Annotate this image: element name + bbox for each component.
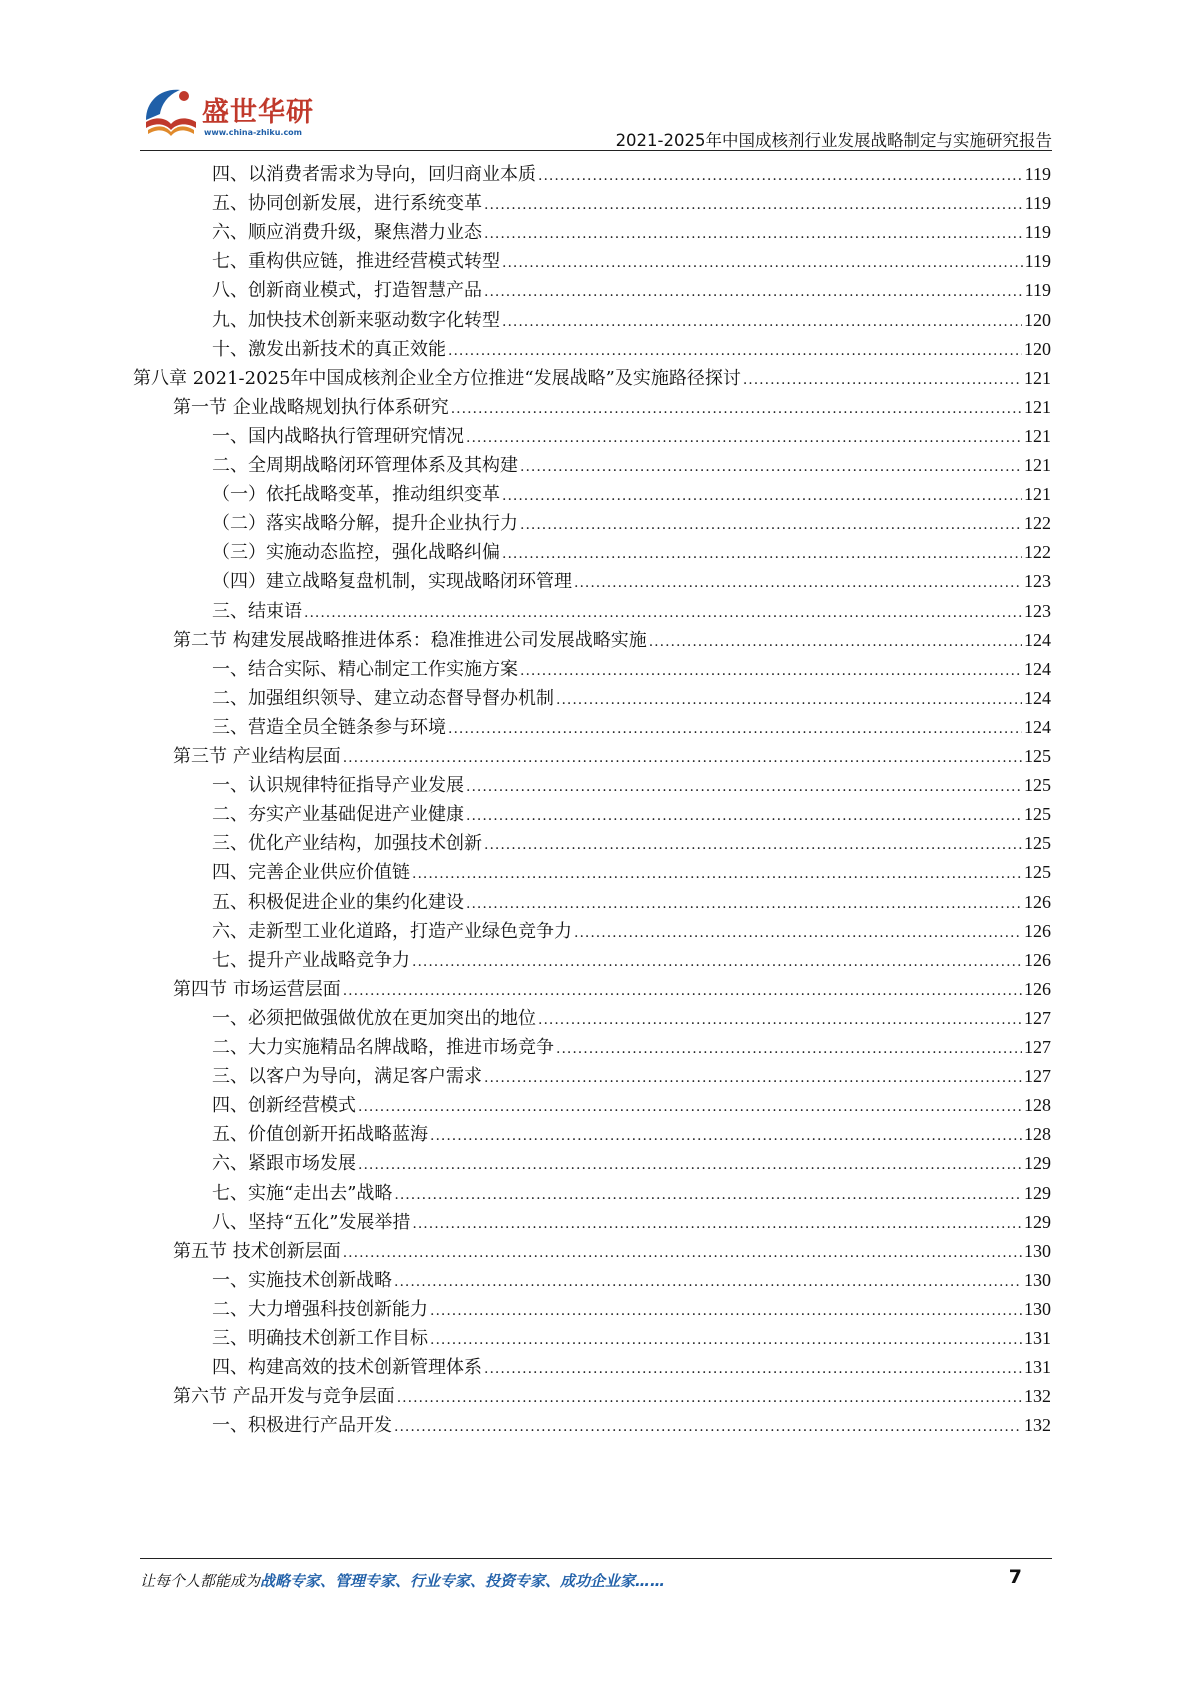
toc-dot-leader bbox=[556, 1034, 1022, 1064]
toc-entry-title: 四、构建高效的技术创新管理体系 bbox=[212, 1357, 482, 1379]
toc-dot-leader bbox=[538, 1005, 1022, 1035]
toc-entry-title: 第六节 产品开发与竞争层面 bbox=[173, 1386, 395, 1408]
logo-url: www.china-zhiku.com bbox=[204, 128, 303, 137]
toc-entry-page: 127 bbox=[1024, 1066, 1051, 1087]
toc-entry-title: 第五节 技术创新层面 bbox=[173, 1240, 341, 1262]
toc-entry[interactable] bbox=[212, 246, 1051, 276]
toc-entry-title: 一、认识规律特征指导产业发展 bbox=[212, 775, 464, 797]
toc-dot-leader bbox=[397, 1383, 1022, 1413]
toc-dot-leader bbox=[574, 918, 1022, 948]
toc-entry-page: 130 bbox=[1024, 1298, 1051, 1319]
toc-entry-page: 131 bbox=[1024, 1328, 1051, 1348]
toc-entry[interactable] bbox=[212, 566, 1051, 596]
toc-entry[interactable] bbox=[212, 305, 1051, 335]
toc-entry[interactable] bbox=[212, 799, 1051, 829]
toc-dot-leader bbox=[343, 743, 1022, 773]
toc-dot-leader bbox=[394, 1412, 1022, 1442]
toc-entry-title: 二、大力增强科技创新能力 bbox=[212, 1298, 428, 1320]
toc-entry[interactable] bbox=[212, 1207, 1051, 1237]
toc-entry-page: 125 bbox=[1024, 833, 1051, 854]
toc-dot-leader bbox=[484, 1063, 1022, 1093]
toc-dot-leader bbox=[430, 1121, 1022, 1151]
toc-entry-page: 121 bbox=[1024, 367, 1051, 388]
toc-entry[interactable] bbox=[212, 217, 1051, 247]
toc-entry-title: 六、顺应消费升级，聚焦潜力业态 bbox=[212, 222, 482, 244]
toc-dot-leader bbox=[484, 1354, 1022, 1384]
toc-entry-title: 三、优化产业结构，加强技术创新 bbox=[212, 833, 482, 855]
toc-dot-leader bbox=[484, 277, 1023, 307]
toc-entry[interactable] bbox=[212, 1178, 1051, 1208]
toc-dot-leader bbox=[448, 714, 1022, 744]
toc-entry-page: 119 bbox=[1024, 164, 1051, 184]
toc-entry-page: 132 bbox=[1024, 1386, 1051, 1407]
toc-entry[interactable] bbox=[212, 1294, 1051, 1324]
toc-entry-title: 第三节 产业结构层面 bbox=[173, 746, 341, 767]
toc-entry-title: 三、结束语 bbox=[212, 600, 302, 622]
toc-entry-title: 五、价值创新开拓战略蓝海 bbox=[212, 1124, 428, 1146]
toc-entry-page: 127 bbox=[1024, 1007, 1051, 1028]
toc-entry-page: 130 bbox=[1024, 1240, 1051, 1261]
page-header bbox=[0, 0, 1191, 160]
toc-dot-leader bbox=[520, 452, 1022, 482]
toc-entry[interactable] bbox=[173, 1236, 1051, 1266]
toc-entry-page: 126 bbox=[1024, 920, 1051, 941]
toc-dot-leader bbox=[574, 568, 1022, 598]
toc-entry-page: 130 bbox=[1024, 1269, 1051, 1290]
toc-entry-page: 124 bbox=[1024, 658, 1051, 679]
company-logo bbox=[140, 82, 315, 150]
toc-entry-page: 128 bbox=[1024, 1124, 1051, 1145]
toc-entry-page: 131 bbox=[1024, 1357, 1051, 1378]
toc-dot-leader bbox=[502, 307, 1022, 337]
toc-entry-page: 121 bbox=[1024, 484, 1051, 505]
toc-entry-page: 124 bbox=[1024, 687, 1051, 708]
toc-entry-page: 124 bbox=[1024, 629, 1051, 650]
toc-dot-leader bbox=[451, 394, 1022, 424]
toc-entry-title: 第一节 企业战略规划执行体系研究 bbox=[173, 396, 449, 418]
toc-entry[interactable] bbox=[212, 334, 1051, 364]
toc-dot-leader bbox=[466, 801, 1022, 831]
toc-entry[interactable] bbox=[212, 945, 1051, 975]
toc-dot-leader bbox=[520, 510, 1022, 540]
toc-entry[interactable] bbox=[212, 712, 1051, 742]
toc-entry[interactable] bbox=[212, 596, 1051, 626]
toc-entry-page: 129 bbox=[1024, 1182, 1051, 1203]
toc-dot-leader bbox=[448, 336, 1022, 366]
toc-entry[interactable] bbox=[212, 537, 1051, 567]
toc-entry-page: 119 bbox=[1024, 222, 1051, 243]
toc-dot-leader bbox=[412, 947, 1022, 977]
toc-dot-leader bbox=[430, 1296, 1022, 1326]
toc-dot-leader bbox=[466, 772, 1022, 802]
toc-dot-leader bbox=[466, 889, 1022, 919]
toc-entry-title: 七、提升产业战略竞争力 bbox=[212, 949, 410, 971]
toc-entry-page: 125 bbox=[1024, 746, 1051, 766]
toc-entry-page: 124 bbox=[1024, 716, 1051, 737]
toc-entry-title: 六、走新型工业化道路，打造产业绿色竞争力 bbox=[212, 920, 572, 942]
toc-entry-title: 五、积极促进企业的集约化建设 bbox=[212, 891, 464, 913]
toc-dot-leader bbox=[394, 1180, 1022, 1210]
toc-entry[interactable] bbox=[212, 450, 1051, 480]
toc-entry-title: 二、全周期战略闭环管理体系及其构建 bbox=[212, 455, 518, 476]
toc-entry[interactable] bbox=[212, 1323, 1051, 1353]
toc-dot-leader bbox=[520, 656, 1022, 686]
toc-entry[interactable] bbox=[173, 1381, 1051, 1411]
header-divider bbox=[140, 150, 1052, 151]
toc-entry-title: 五、协同创新发展，进行系统变革 bbox=[212, 193, 482, 215]
toc-entry-page: 122 bbox=[1024, 513, 1051, 534]
footer-slogan-prefix: 让每个人都能成为 bbox=[140, 1572, 261, 1590]
toc-entry[interactable] bbox=[212, 159, 1051, 189]
toc-dot-leader bbox=[502, 481, 1022, 511]
toc-entry-page: 123 bbox=[1024, 600, 1051, 621]
toc-entry[interactable] bbox=[212, 770, 1051, 800]
toc-entry[interactable] bbox=[212, 1410, 1051, 1440]
toc-entry-title: 三、以客户为导向，满足客户需求 bbox=[212, 1066, 482, 1088]
toc-entry-title: 三、营造全员全链条参与环境 bbox=[212, 716, 446, 738]
footer-slogan-highlight: 战略专家、管理专家、行业专家、投资专家、成功企业家…… bbox=[260, 1572, 666, 1590]
toc-dot-leader bbox=[502, 248, 1023, 278]
document-title: 2021-2025年中国成核剂行业发展战略制定与实施研究报告 bbox=[615, 131, 1052, 150]
toc-entry-page: 126 bbox=[1024, 891, 1051, 912]
toc-entry[interactable] bbox=[173, 741, 1051, 771]
toc-entry[interactable] bbox=[212, 188, 1051, 218]
toc-dot-leader bbox=[343, 1238, 1022, 1268]
toc-entry[interactable] bbox=[212, 1119, 1051, 1149]
toc-entry-page: 119 bbox=[1024, 280, 1051, 301]
toc-entry[interactable] bbox=[212, 1032, 1051, 1062]
toc-entry[interactable] bbox=[212, 887, 1051, 917]
toc-dot-leader bbox=[394, 1267, 1022, 1297]
toc-dot-leader bbox=[502, 539, 1022, 569]
toc-entry-title: 一、积极进行产品开发 bbox=[212, 1415, 392, 1437]
toc-entry[interactable] bbox=[212, 421, 1051, 451]
toc-dot-leader bbox=[430, 1325, 1022, 1355]
toc-entry-page: 125 bbox=[1024, 804, 1051, 825]
toc-dot-leader bbox=[358, 1092, 1022, 1122]
toc-dot-leader bbox=[484, 190, 1023, 220]
toc-entry-title: 二、加强组织领导、建立动态督导督办机制 bbox=[212, 687, 554, 709]
toc-entry-title: 一、实施技术创新战略 bbox=[212, 1269, 392, 1291]
toc-dot-leader bbox=[649, 627, 1022, 657]
toc-entry-page: 125 bbox=[1024, 862, 1051, 883]
toc-entry-title: （二）落实战略分解，提升企业执行力 bbox=[212, 513, 518, 535]
toc-dot-leader bbox=[358, 1150, 1022, 1180]
toc-entry-title: 第八章 2021-2025年中国成核剂企业全方位推进“发展战略”及实施路径探讨 bbox=[133, 367, 741, 389]
footer-divider bbox=[140, 1558, 1052, 1559]
toc-dot-leader bbox=[343, 976, 1022, 1006]
toc-entry-title: 四、完善企业供应价值链 bbox=[212, 862, 410, 884]
toc-entry-page: 132 bbox=[1024, 1415, 1051, 1436]
toc-entry-page: 121 bbox=[1024, 425, 1051, 446]
toc-entry[interactable] bbox=[173, 625, 1051, 655]
toc-dot-leader bbox=[484, 830, 1022, 860]
toc-entry-page: 126 bbox=[1024, 949, 1051, 970]
toc-entry[interactable] bbox=[212, 654, 1051, 684]
toc-entry-title: 六、紧跟市场发展 bbox=[212, 1153, 356, 1175]
toc-dot-leader bbox=[304, 598, 1022, 628]
toc-entry[interactable] bbox=[212, 1265, 1051, 1295]
toc-entry[interactable] bbox=[212, 275, 1051, 305]
toc-entry-title: 一、必须把做强做优放在更加突出的地位 bbox=[212, 1007, 536, 1029]
toc-entry-title: 九、加快技术创新来驱动数字化转型 bbox=[212, 309, 500, 331]
toc-entry-page: 126 bbox=[1024, 978, 1051, 999]
toc-entry-title: 三、明确技术创新工作目标 bbox=[212, 1328, 428, 1349]
toc-entry-page: 127 bbox=[1024, 1037, 1051, 1057]
toc-entry[interactable] bbox=[212, 1061, 1051, 1091]
toc-entry-title: 七、重构供应链，推进经营模式转型 bbox=[212, 251, 500, 273]
toc-entry-page: 120 bbox=[1024, 309, 1051, 330]
toc-entry-title: 二、大力实施精品名牌战略，推进市场竞争 bbox=[212, 1037, 554, 1058]
toc-entry-page: 123 bbox=[1024, 571, 1051, 592]
toc-entry-page: 119 bbox=[1024, 193, 1051, 214]
toc-entry[interactable] bbox=[133, 363, 1051, 393]
page-number: 7 bbox=[1008, 1566, 1022, 1588]
toc-entry[interactable] bbox=[212, 479, 1051, 509]
toc-entry-title: 第二节 构建发展战略推进体系：稳准推进公司发展战略实施 bbox=[173, 629, 647, 651]
toc-entry-page: 129 bbox=[1024, 1153, 1051, 1174]
toc-entry-title: 十、激发出新技术的真正效能 bbox=[212, 338, 446, 360]
toc-dot-leader bbox=[412, 1209, 1022, 1239]
toc-entry-title: （四）建立战略复盘机制，实现战略闭环管理 bbox=[212, 571, 572, 593]
toc-entry[interactable] bbox=[212, 916, 1051, 946]
toc-entry-page: 129 bbox=[1024, 1211, 1051, 1232]
toc-entry-page: 119 bbox=[1024, 251, 1051, 272]
toc-dot-leader bbox=[484, 219, 1023, 249]
toc-entry[interactable] bbox=[212, 828, 1051, 858]
toc-entry[interactable] bbox=[212, 1003, 1051, 1033]
toc-entry-page: 125 bbox=[1024, 775, 1051, 796]
toc-entry-page: 122 bbox=[1024, 542, 1051, 563]
toc-entry-title: 七、实施“走出去”战略 bbox=[212, 1182, 393, 1204]
toc-entry-title: （一）依托战略变革，推动组织变革 bbox=[212, 484, 500, 506]
toc-entry[interactable] bbox=[212, 683, 1051, 713]
toc-entry-title: 一、国内战略执行管理研究情况 bbox=[212, 425, 464, 447]
toc-entry-title: 四、创新经营模式 bbox=[212, 1095, 356, 1117]
toc-entry[interactable] bbox=[212, 1090, 1051, 1120]
toc-dot-leader bbox=[412, 859, 1022, 889]
page-footer bbox=[140, 1566, 1052, 1596]
logo-name: 盛世华研 bbox=[202, 97, 314, 128]
toc-entry[interactable] bbox=[212, 508, 1051, 538]
toc-entry-title: 八、创新商业模式，打造智慧产品 bbox=[212, 280, 482, 302]
toc-entry-title: 第四节 市场运营层面 bbox=[173, 978, 341, 1000]
toc-entry[interactable] bbox=[212, 857, 1051, 887]
toc-entry-title: 八、坚持“五化”发展举措 bbox=[212, 1211, 411, 1233]
logo-book-icon bbox=[140, 82, 202, 144]
toc-entry[interactable] bbox=[173, 392, 1051, 422]
toc-entry-page: 121 bbox=[1024, 396, 1051, 417]
toc-entry-page: 128 bbox=[1024, 1095, 1051, 1116]
footer-slogan bbox=[140, 1570, 665, 1591]
toc-entry-page: 121 bbox=[1024, 455, 1051, 475]
toc-entry-title: 一、结合实际、精心制定工作实施方案 bbox=[212, 658, 518, 680]
toc-entry-title: （三）实施动态监控，强化战略纠偏 bbox=[212, 542, 500, 564]
toc-entry-page: 120 bbox=[1024, 338, 1051, 359]
toc-dot-leader bbox=[743, 365, 1022, 395]
toc-entry[interactable] bbox=[212, 1352, 1051, 1382]
toc-dot-leader bbox=[556, 685, 1022, 715]
toc-entry[interactable] bbox=[173, 974, 1051, 1004]
toc-entry-title: 四、以消费者需求为导向，回归商业本质 bbox=[212, 164, 536, 185]
toc-entry-title: 二、夯实产业基础促进产业健康 bbox=[212, 804, 464, 826]
toc-dot-leader bbox=[538, 161, 1023, 191]
toc-entry[interactable] bbox=[212, 1148, 1051, 1178]
toc-dot-leader bbox=[466, 423, 1022, 453]
